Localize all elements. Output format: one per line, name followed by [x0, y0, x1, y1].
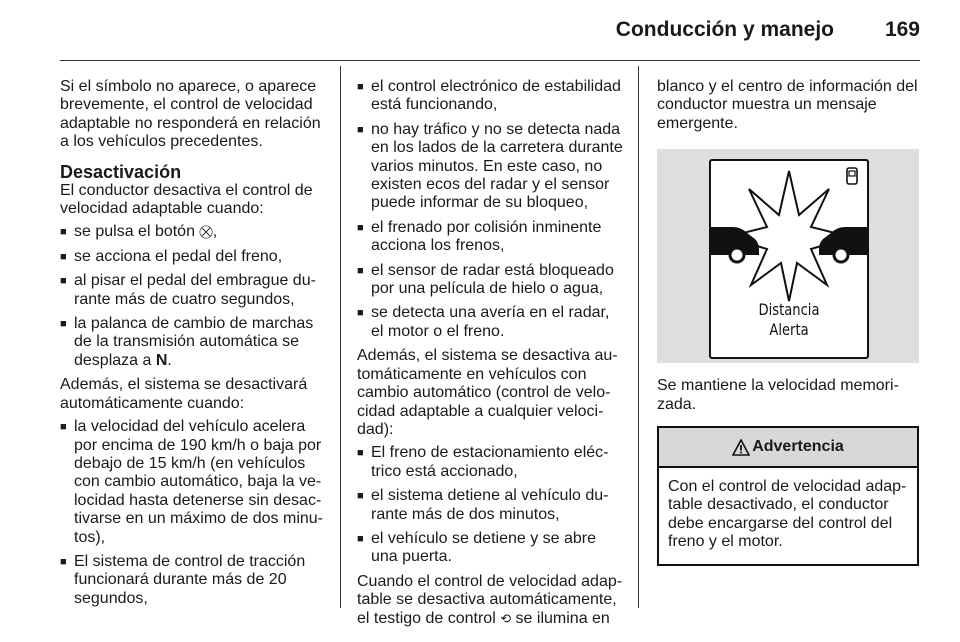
page-header — [0, 0, 960, 64]
bullet-icon: ■ — [60, 250, 67, 263]
warning-header — [659, 428, 917, 468]
column-1 — [60, 78, 326, 614]
header-rule — [60, 60, 920, 61]
gear-position: N — [155, 351, 168, 369]
bullet-icon: ■ — [357, 123, 364, 136]
paragraph: Se mantiene la velocidad memorizada. — [657, 377, 899, 413]
bullet-icon: ■ — [357, 264, 364, 277]
list-item: ■ el control electrónico de estabilidad está funcionando, — [357, 78, 621, 114]
bullet-icon: ■ — [357, 221, 364, 234]
list-item: ■ El sistema de control de tracción funcionará durante más de 20 segundos, — [60, 552, 306, 607]
bullet-icon: ■ — [60, 318, 67, 331]
warning-box — [657, 426, 919, 566]
list-item: ■ el vehículo se detiene y se abre una puerta. — [357, 529, 597, 566]
list-item: ■ se pulsa el botón ⛒, — [60, 223, 218, 241]
list-item: ■ se acciona el pedal del freno, — [60, 247, 283, 265]
list-item: ■ la velocidad del vehículo acelera por encima de 190 km/h o baja por debajo de 15 km/h (en vehículos con cambio automático, baja la velocidad hasta detenerse sin desactivarse en un máximo de dos minutos), — [60, 418, 323, 546]
page-number: 169 — [884, 18, 920, 41]
column-2 — [357, 78, 623, 628]
section-heading: Desactivación — [60, 161, 182, 182]
bullet-icon: ■ — [357, 447, 364, 460]
bullet-icon: ■ — [60, 275, 67, 288]
bullet-icon: ■ — [60, 421, 67, 434]
list-item: ■ el sensor de radar está bloqueado por una película de hielo o agua, — [357, 261, 614, 298]
paragraph: Además, el sistema se desactiva automáticamente en vehículos con cambio automático (control de velocidad adaptable a cualquier velocidad): — [357, 347, 618, 438]
list-item: ■ El freno de estacionamiento eléctrico está accionado, — [357, 444, 609, 480]
bullet-icon: ■ — [60, 555, 67, 568]
bullet-list — [60, 418, 326, 608]
section-title: Conducción y manejo — [615, 18, 834, 41]
list-item: ■ al pisar el pedal del embrague durante más de cuatro segundos, — [60, 272, 316, 308]
warning-text: Con el control de velocidad adaptable desactivado, el conductor debe encargarse del control del freno y el motor. — [668, 478, 907, 551]
bullet-icon: ■ — [357, 490, 364, 503]
list-item: ■ la palanca de cambio de marchas de la transmisión automática se desplaza a N. — [60, 315, 314, 369]
list-item: ■ se detecta una avería en el radar, el motor o el freno. — [357, 304, 610, 340]
paragraph: blanco y el centro de información del conductor muestra un mensaje emergente. — [657, 78, 918, 132]
list-item: ■ no hay tráfico y no se detecta nada en los lados de la carretera durante varios minutos. En este caso, no existen ecos del radar y el sensor puede informar de su bloqueo, — [357, 120, 623, 212]
column-3 — [657, 78, 919, 566]
bullet-list — [357, 78, 623, 341]
bullet-list — [357, 444, 623, 566]
paragraph: Cuando el control de velocidad adaptable se desactiva automáticamente, el testigo de control ⟲ se ilumina en — [357, 572, 623, 627]
collision-alert-figure — [657, 149, 919, 363]
column-divider — [638, 66, 639, 608]
column-divider — [340, 66, 341, 608]
paragraph: Además, el sistema se desactivará automáticamente cuando: — [60, 376, 308, 412]
cruise-control-icon: ⟲ — [500, 610, 512, 626]
warning-title: Advertencia — [752, 437, 844, 455]
bullet-icon: ■ — [357, 81, 364, 93]
figure-label-distance: Distancia — [758, 300, 820, 320]
list-item: ■ el frenado por colisión inminente acciona los frenos, — [357, 218, 602, 255]
intro-paragraph: Si el símbolo no aparece, o aparece brevemente, el control de velocidad adaptable no responderá en relación a los vehículos precedentes. — [60, 78, 321, 151]
bullet-list — [60, 223, 326, 370]
bullet-icon: ■ — [357, 532, 364, 545]
figure-label-alert: Alerta — [769, 320, 809, 340]
list-item: ■ el sistema detiene al vehículo durante más de dos minutos, — [357, 487, 609, 523]
display-panel — [709, 159, 869, 359]
paragraph: El conductor desactiva el control de velocidad adaptable cuando: — [60, 181, 313, 218]
cruise-cancel-icon: ⛒ — [199, 224, 213, 240]
warning-triangle-icon — [732, 439, 750, 456]
bullet-icon: ■ — [60, 226, 67, 239]
bullet-icon: ■ — [357, 307, 364, 320]
collision-alert-icon — [711, 165, 867, 305]
